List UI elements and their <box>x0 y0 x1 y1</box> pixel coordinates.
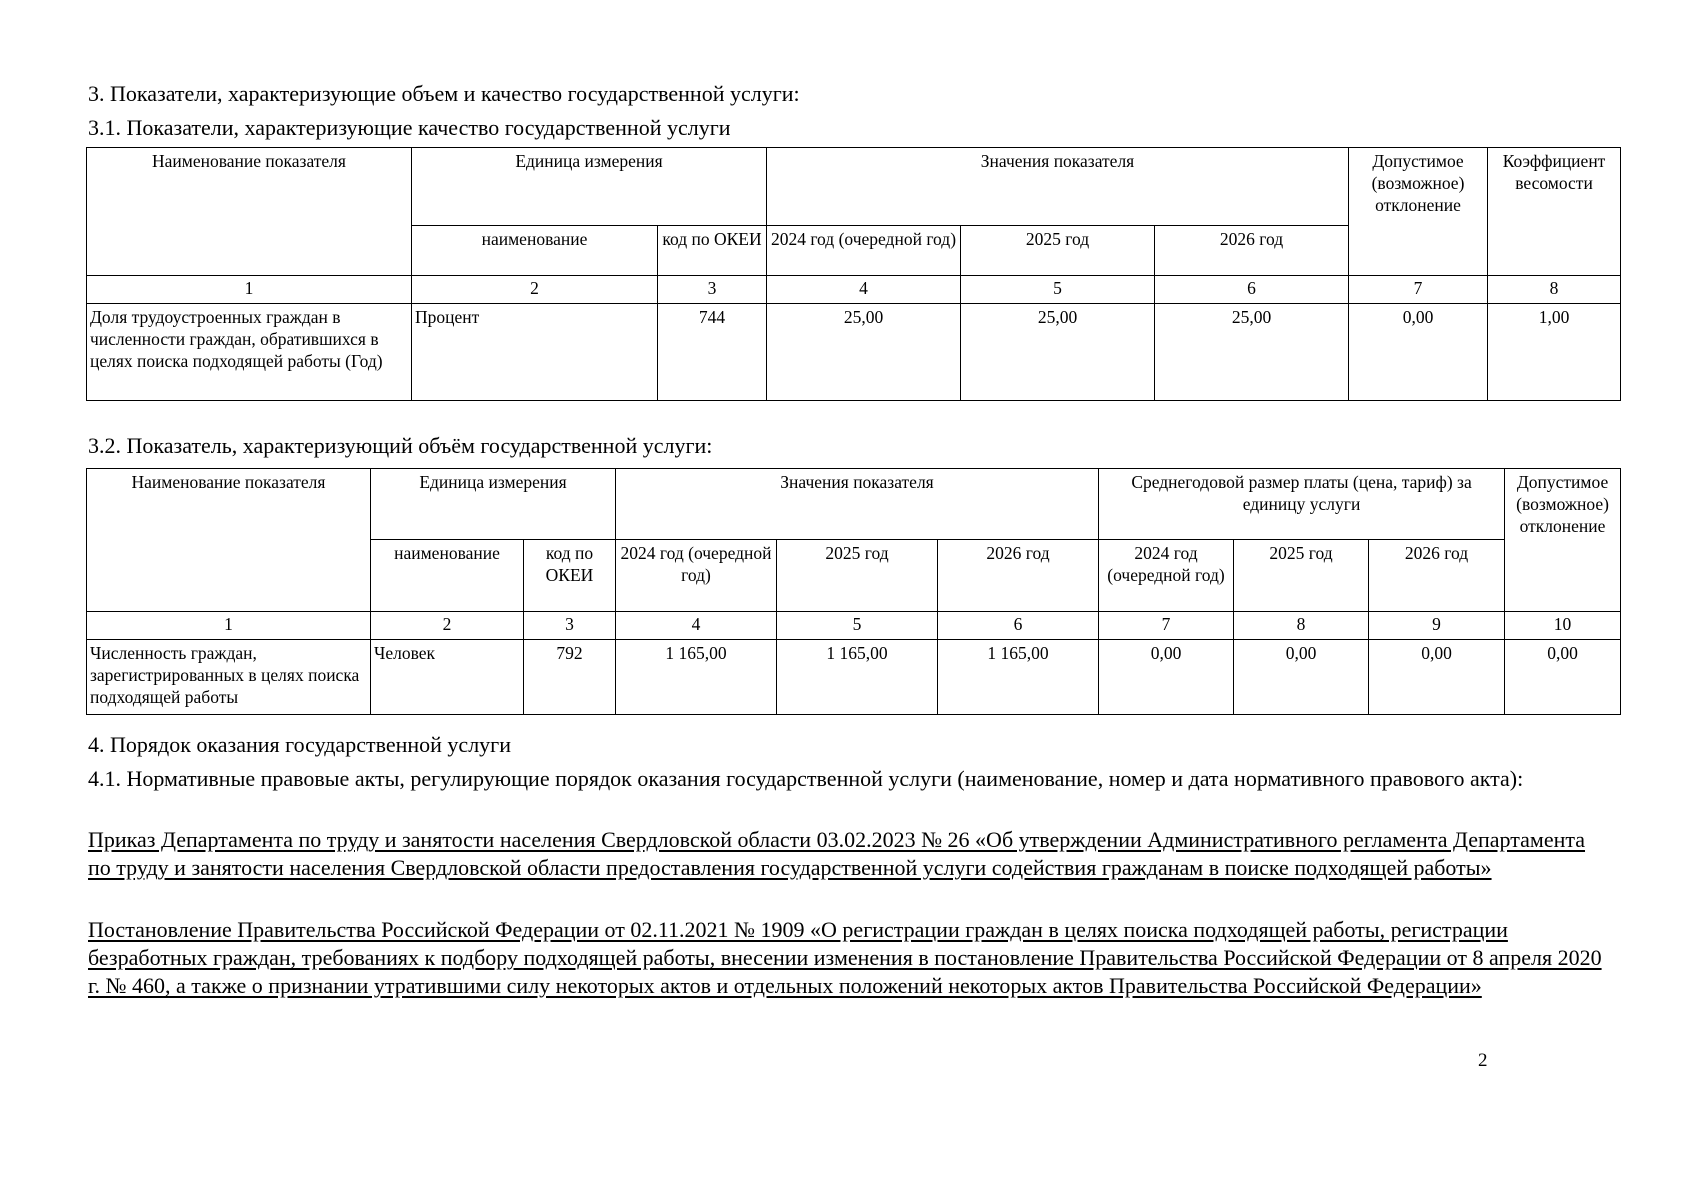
t2-col-number: 7 <box>1099 612 1234 640</box>
t1-row-indicator-name: Доля трудоустроенных граждан в численности граждан, обратившихся в целях поиска подходящей работы (Год) <box>87 304 412 401</box>
legal-act-link[interactable]: Постановление Правительства Российской Федерации от 02.11.2021 № 1909 «О регистрации граждан в целях поиска подходящей работы, регистрации безработных граждан, требованиях к подбору подходящей работы, внесении изменения в постановление Правительства Российской Федерации от 8 апреля 2020 г. № 460, а также о признании утратившими силу некоторых актов и отдельных положений некоторых актов Правительства Российской Федерации» <box>88 917 1602 998</box>
t1-header-unit: Единица измерения <box>412 148 767 226</box>
t2-col-number: 2 <box>371 612 524 640</box>
t1-header-deviation: Допустимое (возможное) отклонение <box>1349 148 1488 276</box>
t2-col-number: 6 <box>938 612 1099 640</box>
t2-row-fee-2026: 0,00 <box>1369 640 1505 715</box>
t2-header-2024: 2024 год (очередной год) <box>616 540 777 612</box>
t2-col-number: 4 <box>616 612 777 640</box>
t1-col-number: 5 <box>961 276 1155 304</box>
t1-col-number: 3 <box>658 276 767 304</box>
t1-header-okei-code: код по ОКЕИ <box>658 226 767 276</box>
t2-header-deviation: Допустимое (возможное) отклонение <box>1505 469 1621 612</box>
t2-header-values: Значения показателя <box>616 469 1099 540</box>
t2-row-okei-code: 792 <box>524 640 616 715</box>
t2-header-2026: 2026 год <box>938 540 1099 612</box>
t1-header-weight: Коэффициент весомости <box>1488 148 1621 276</box>
t2-row-value-2025: 1 165,00 <box>777 640 938 715</box>
section-3-2-title: 3.2. Показатель, характеризующий объём государственной услуги: <box>88 433 713 458</box>
t2-row-fee-2025: 0,00 <box>1234 640 1369 715</box>
t2-header-fee-2025: 2025 год <box>1234 540 1369 612</box>
t1-header-2026: 2026 год <box>1155 226 1349 276</box>
t2-header-unit: Единица измерения <box>371 469 616 540</box>
t2-header-2025: 2025 год <box>777 540 938 612</box>
t2-row-deviation: 0,00 <box>1505 640 1621 715</box>
section-4-1-title: 4.1. Нормативные правовые акты, регулирующие порядок оказания государственной услуги (наименование, номер и дата нормативного правового акта): <box>88 766 1524 791</box>
t1-row-value-2024: 25,00 <box>767 304 961 401</box>
t2-row-indicator-name: Численность граждан, зарегистрированных в целях поиска подходящей работы <box>87 640 371 715</box>
t1-header-2024: 2024 год (очередной год) <box>767 226 961 276</box>
t2-col-number: 3 <box>524 612 616 640</box>
t1-header-2025: 2025 год <box>961 226 1155 276</box>
t2-col-number: 10 <box>1505 612 1621 640</box>
t1-row-deviation: 0,00 <box>1349 304 1488 401</box>
table-row <box>87 304 1621 401</box>
t1-row-value-2025: 25,00 <box>961 304 1155 401</box>
page-number: 2 <box>1478 1050 1488 1071</box>
table-row <box>87 640 1621 715</box>
t2-header-unit-name: наименование <box>371 540 524 612</box>
t2-header-indicator-name: Наименование показателя <box>87 469 371 612</box>
section-3-1-title: 3.1. Показатели, характеризующие качество государственной услуги <box>88 115 731 140</box>
t1-header-unit-name: наименование <box>412 226 658 276</box>
t1-header-indicator-name: Наименование показателя <box>87 148 412 276</box>
t2-header-fee-2024: 2024 год (очередной год) <box>1099 540 1234 612</box>
t1-col-number: 7 <box>1349 276 1488 304</box>
t1-col-number: 1 <box>87 276 412 304</box>
t1-col-number: 6 <box>1155 276 1349 304</box>
t1-row-value-2026: 25,00 <box>1155 304 1349 401</box>
t2-row-fee-2024: 0,00 <box>1099 640 1234 715</box>
t1-col-number: 2 <box>412 276 658 304</box>
quality-indicators-table <box>86 147 1621 401</box>
legal-act-link[interactable]: Приказ Департамента по труду и занятости населения Свердловской области 03.02.2023 № 26 «Об утверждении Административного регламента Департамента по труду и занятости населения Свердловской области предоставления государственной услуги содействия гражданам в поиске подходящей работы» <box>88 827 1586 880</box>
t2-header-okei-code: код по ОКЕИ <box>524 540 616 612</box>
t1-row-okei-code: 744 <box>658 304 767 401</box>
t2-header-fee: Среднегодовой размер платы (цена, тариф) за единицу услуги <box>1099 469 1505 540</box>
t2-col-number: 5 <box>777 612 938 640</box>
t2-row-unit: Человек <box>371 640 524 715</box>
t2-col-number: 9 <box>1369 612 1505 640</box>
t2-row-value-2026: 1 165,00 <box>938 640 1099 715</box>
t2-col-number: 8 <box>1234 612 1369 640</box>
volume-indicators-table <box>86 468 1621 715</box>
t1-header-values: Значения показателя <box>767 148 1349 226</box>
t1-col-number: 4 <box>767 276 961 304</box>
section-3-title: 3. Показатели, характеризующие объем и качество государственной услуги: <box>88 81 800 106</box>
t1-row-weight: 1,00 <box>1488 304 1621 401</box>
t1-col-number: 8 <box>1488 276 1621 304</box>
section-4-title: 4. Порядок оказания государственной услуги <box>88 732 511 757</box>
t2-row-value-2024: 1 165,00 <box>616 640 777 715</box>
t1-row-unit: Процент <box>412 304 658 401</box>
t2-header-fee-2026: 2026 год <box>1369 540 1505 612</box>
t2-col-number: 1 <box>87 612 371 640</box>
